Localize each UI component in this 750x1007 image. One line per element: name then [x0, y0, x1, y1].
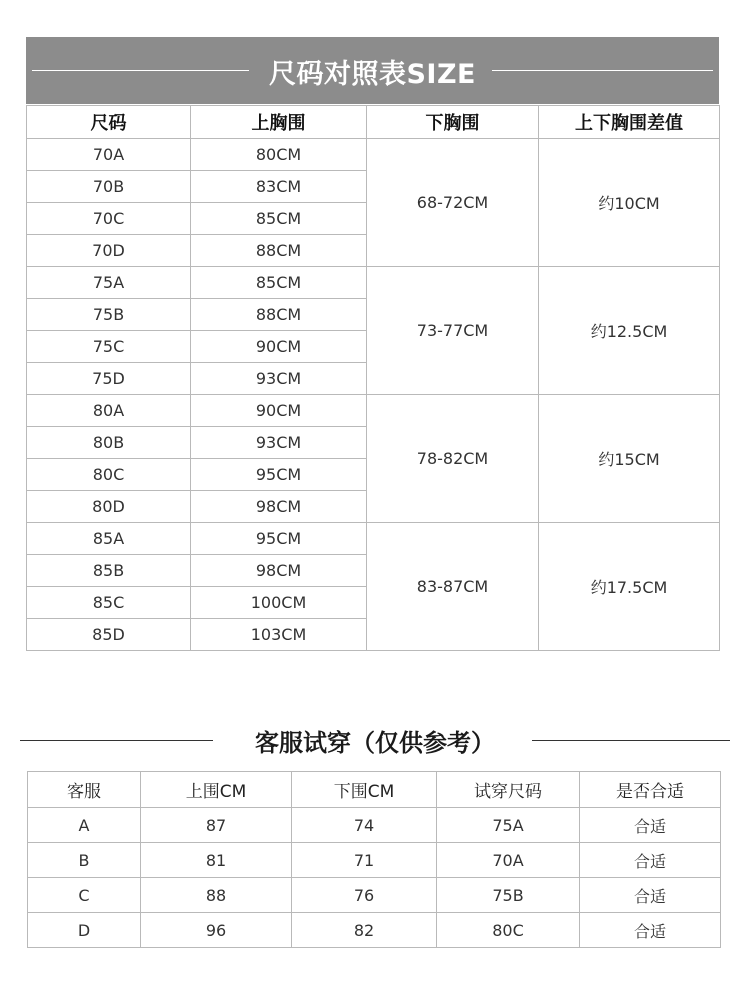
under-bust-cell: 78-82CM — [367, 395, 539, 523]
size-chart-title: 尺码对照表SIZE — [268, 59, 476, 90]
upper-bust-cell: 88CM — [191, 235, 367, 267]
bust-difference-cell: 约12.5CM — [539, 267, 720, 395]
under-bust-cell: 83-87CM — [367, 523, 539, 651]
fit-rule-right — [532, 740, 730, 741]
header-staff: 客服 — [28, 772, 141, 808]
under-bust-cell: 73-77CM — [367, 267, 539, 395]
upper-cm-cell: 96 — [141, 913, 292, 948]
upper-bust-cell: 95CM — [191, 523, 367, 555]
fit-row — [28, 808, 721, 843]
bust-difference-cell: 约17.5CM — [539, 523, 720, 651]
upper-cm-cell: 88 — [141, 878, 292, 913]
cup-size-cell: 85B — [27, 555, 191, 587]
under-cm-cell: 76 — [292, 878, 437, 913]
cup-size-cell: 75B — [27, 299, 191, 331]
upper-bust-cell: 80CM — [191, 139, 367, 171]
upper-bust-cell: 90CM — [191, 331, 367, 363]
header-fits: 是否合适 — [580, 772, 721, 808]
header-under-bust: 下胸围 — [367, 106, 539, 139]
under-cm-cell: 71 — [292, 843, 437, 878]
upper-bust-cell: 93CM — [191, 427, 367, 459]
header-upper-bust: 上胸围 — [191, 106, 367, 139]
under-cm-cell: 82 — [292, 913, 437, 948]
cup-size-cell: 80B — [27, 427, 191, 459]
upper-bust-cell: 83CM — [191, 171, 367, 203]
cup-size-cell: 85A — [27, 523, 191, 555]
staff-cell: B — [28, 843, 141, 878]
tried-size-cell: 80C — [437, 913, 580, 948]
size-chart-header — [26, 37, 719, 104]
size-chart-table — [26, 105, 720, 651]
staff-cell: C — [28, 878, 141, 913]
header-tried-size: 试穿尺码 — [437, 772, 580, 808]
fit-row — [28, 913, 721, 948]
fit-test-table — [27, 771, 721, 948]
header-rule-right — [492, 70, 713, 71]
fit-test-heading — [20, 718, 730, 762]
staff-cell: D — [28, 913, 141, 948]
cup-size-cell: 80C — [27, 459, 191, 491]
fits-cell: 合适 — [580, 878, 721, 913]
header-size: 尺码 — [27, 106, 191, 139]
upper-bust-cell: 85CM — [191, 203, 367, 235]
size-row — [27, 139, 720, 171]
cup-size-cell: 70D — [27, 235, 191, 267]
cup-size-cell: 85C — [27, 587, 191, 619]
header-upper-cm: 上围CM — [141, 772, 292, 808]
upper-bust-cell: 88CM — [191, 299, 367, 331]
size-row — [27, 523, 720, 555]
size-row — [27, 267, 720, 299]
under-cm-cell: 74 — [292, 808, 437, 843]
fit-row — [28, 878, 721, 913]
size-table-header-row — [27, 106, 720, 139]
upper-bust-cell: 85CM — [191, 267, 367, 299]
upper-bust-cell: 93CM — [191, 363, 367, 395]
staff-cell: A — [28, 808, 141, 843]
fits-cell: 合适 — [580, 843, 721, 878]
under-bust-cell: 68-72CM — [367, 139, 539, 267]
fit-test-title: 客服试穿（仅供参考） — [255, 729, 495, 757]
cup-size-cell: 70B — [27, 171, 191, 203]
cup-size-cell: 85D — [27, 619, 191, 651]
fits-cell: 合适 — [580, 808, 721, 843]
tried-size-cell: 75A — [437, 808, 580, 843]
upper-bust-cell: 100CM — [191, 587, 367, 619]
upper-bust-cell: 98CM — [191, 555, 367, 587]
size-row — [27, 395, 720, 427]
upper-cm-cell: 87 — [141, 808, 292, 843]
upper-bust-cell: 95CM — [191, 459, 367, 491]
fits-cell: 合适 — [580, 913, 721, 948]
upper-bust-cell: 98CM — [191, 491, 367, 523]
upper-cm-cell: 81 — [141, 843, 292, 878]
cup-size-cell: 70A — [27, 139, 191, 171]
cup-size-cell: 80D — [27, 491, 191, 523]
header-bust-difference: 上下胸围差值 — [539, 106, 720, 139]
cup-size-cell: 75A — [27, 267, 191, 299]
cup-size-cell: 75C — [27, 331, 191, 363]
cup-size-cell: 80A — [27, 395, 191, 427]
size-table-body — [27, 139, 720, 651]
bust-difference-cell: 约15CM — [539, 395, 720, 523]
cup-size-cell: 75D — [27, 363, 191, 395]
upper-bust-cell: 90CM — [191, 395, 367, 427]
tried-size-cell: 75B — [437, 878, 580, 913]
upper-bust-cell: 103CM — [191, 619, 367, 651]
fit-row — [28, 843, 721, 878]
tried-size-cell: 70A — [437, 843, 580, 878]
header-under-cm: 下围CM — [292, 772, 437, 808]
bust-difference-cell: 约10CM — [539, 139, 720, 267]
cup-size-cell: 70C — [27, 203, 191, 235]
fit-table-body — [28, 808, 721, 948]
fit-table-header-row — [28, 772, 721, 808]
